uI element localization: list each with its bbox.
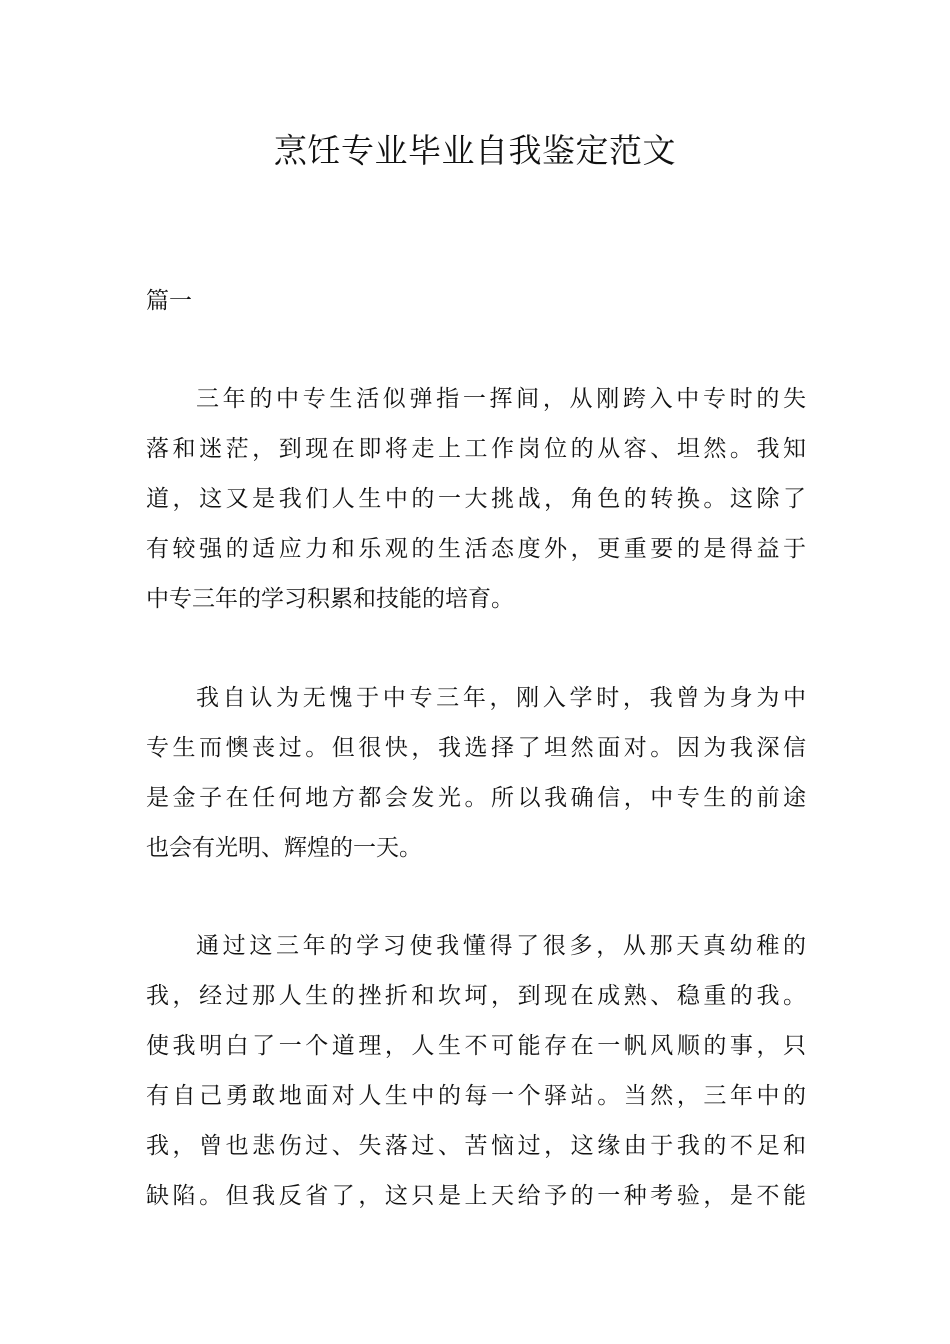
section-label: 篇一 bbox=[146, 288, 192, 314]
document-title: 烹饪专业毕业自我鉴定范文 bbox=[274, 131, 676, 170]
paragraph-1-line-5: 中专三年的学习积累和技能的培育。 bbox=[146, 586, 514, 612]
paragraph-1-line-4: 有较强的适应力和乐观的生活态度外，更重要的是得益于 bbox=[146, 536, 806, 562]
paragraph-2-line-3: 是金子在任何地方都会发光。所以我确信，中专生的前途 bbox=[146, 785, 806, 811]
paragraph-1-line-1: 三年的中专生活似弹指一挥间，从刚跨入中专时的失 bbox=[196, 386, 806, 412]
paragraph-3-line-6: 缺陷。但我反省了，这只是上天给予的一种考验，是不能 bbox=[146, 1183, 806, 1209]
paragraph-3-line-1: 通过这三年的学习使我懂得了很多，从那天真幼稚的 bbox=[196, 933, 806, 959]
paragraph-3-line-4: 有自己勇敢地面对人生中的每一个驿站。当然，三年中的 bbox=[146, 1083, 806, 1109]
paragraph-2-line-1: 我自认为无愧于中专三年，刚入学时，我曾为身为中 bbox=[196, 685, 806, 711]
paragraph-1-line-2: 落和迷茫，到现在即将走上工作岗位的从容、坦然。我知 bbox=[146, 436, 806, 462]
paragraph-1-line-3: 道，这又是我们人生中的一大挑战，角色的转换。这除了 bbox=[146, 486, 806, 512]
paragraph-3-line-3: 使我明白了一个道理，人生不可能存在一帆风顺的事，只 bbox=[146, 1033, 806, 1059]
paragraph-3-line-2: 我，经过那人生的挫折和坎坷，到现在成熟、稳重的我。 bbox=[146, 983, 806, 1009]
paragraph-2-line-4: 也会有光明、辉煌的一天。 bbox=[146, 835, 422, 861]
paragraph-2-line-2: 专生而懊丧过。但很快，我选择了坦然面对。因为我深信 bbox=[146, 735, 806, 761]
paragraph-3-line-5: 我，曾也悲伤过、失落过、苦恼过，这缘由于我的不足和 bbox=[146, 1133, 806, 1159]
